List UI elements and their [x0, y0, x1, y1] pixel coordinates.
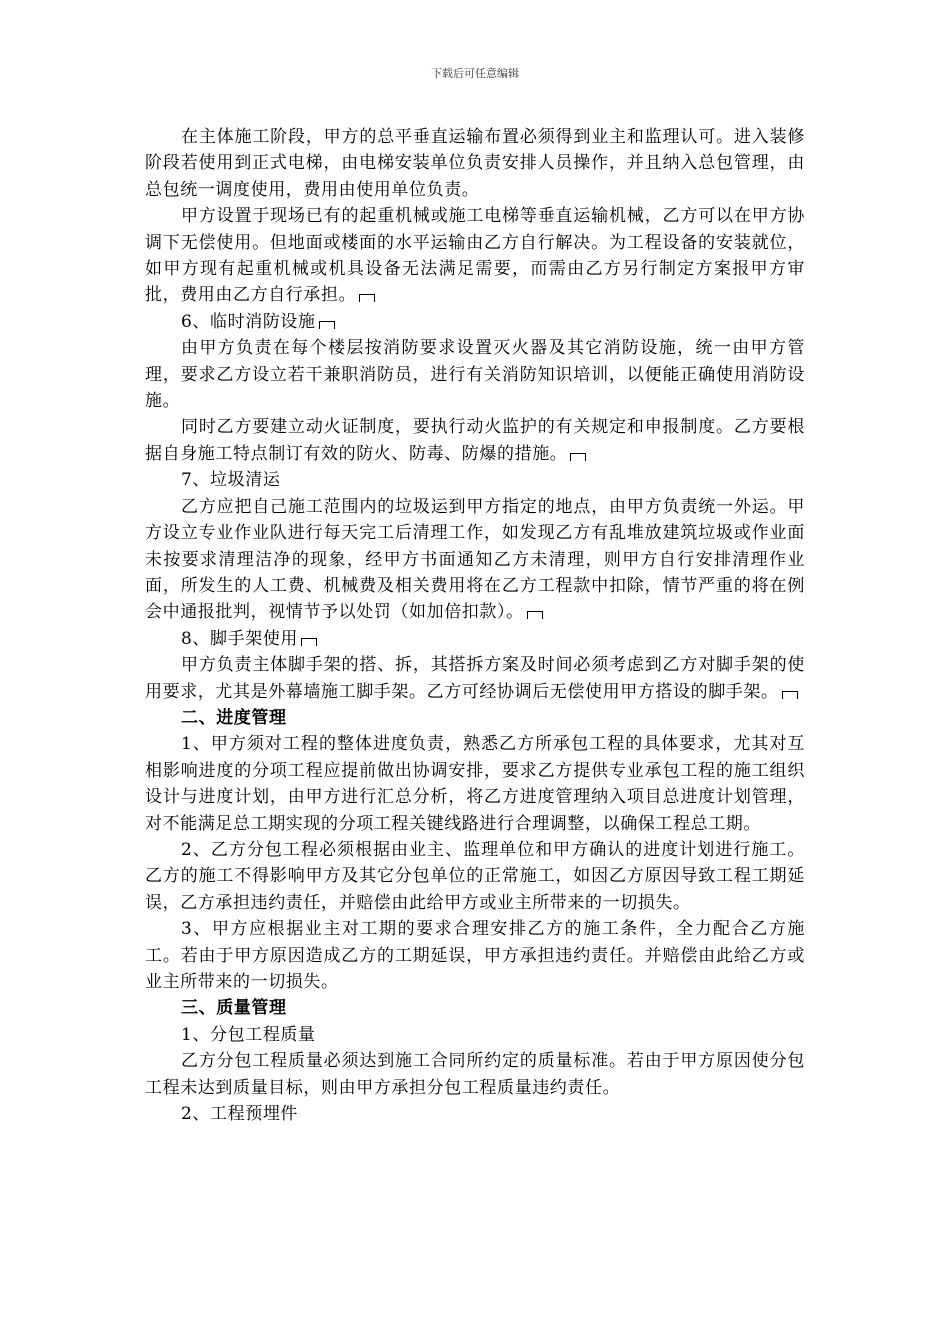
paragraph: 甲方设置于现场已有的起重机械或施工电梯等垂直运输机械，乙方可以在甲方协调下无偿使用。但地面或楼面的水平运输由乙方自行解决。为工程设备的安装就位，如甲方现有起重机械或机具设备无法满足需要，而需由乙方另行制定方案报甲方审批，费用由乙方自行承担。 [145, 206, 805, 306]
paragraph-mark-icon [782, 691, 798, 699]
paragraph: 3、甲方应根据业主对工期的要求合理安排乙方的施工条件，全力配合乙方施工。若由于甲方原因造成乙方的工期延误，甲方承担违约责任。并赔偿由此给乙方或业主所带来的一切损失。 [145, 919, 805, 992]
paragraph: 同时乙方要建立动火证制度，要执行动火监护的有关规定和申报制度。乙方要根据自身施工特点制订有效的防火、防毒、防爆的措施。 [145, 417, 805, 464]
section-heading: 三、质量管理 [181, 998, 287, 1019]
paragraph-mark-icon [527, 611, 543, 619]
section-item-heading: 6、临时消防设施 [145, 309, 805, 335]
section-item-heading: 7、垃圾清运 [181, 470, 281, 491]
page-header: 下载后可任意编辑 [431, 67, 519, 80]
paragraph: 2、乙方分包工程必须根据由业主、监理单位和甲方确认的进度计划进行施工。乙方的施工不得影响甲方及其它分包单位的正常施工，如因乙方原因导致工程工期延误，乙方承担违约责任，并赔偿由此给甲方或业主所带来的一切损失。 [145, 839, 805, 913]
document-body [145, 124, 805, 1127]
section-item-heading: 2、工程预埋件 [181, 1104, 299, 1125]
paragraph-mark-icon [359, 294, 375, 302]
paragraph: 1、甲方须对工程的整体进度负责，熟悉乙方所承包工程的具体要求，尤其对互相影响进度的分项工程应提前做出协调安排，要求乙方提供专业承包工程的施工组织设计与进度计划，由甲方进行汇总分析，将乙方进度管理纳入项目总进度计划管理，对不能满足总工期实现的分项工程关键线路进行合理调整，以确保工程总工期。 [145, 734, 805, 834]
section-heading: 二、进度管理 [181, 707, 287, 728]
paragraph: 乙方分包工程质量必须达到施工合同所约定的质量标准。若由于甲方原因使分包工程未达到质量目标，则由甲方承担分包工程质量违约责任。 [145, 1051, 805, 1098]
paragraph: 在主体施工阶段，甲方的总平垂直运输布置必须得到业主和监理认可。进入装修阶段若使用到正式电梯，由电梯安装单位负责安排人员操作，并且纳入总包管理，由总包统一调度使用，费用由使用单位负责。 [145, 127, 805, 200]
paragraph-mark-icon [570, 453, 586, 461]
paragraph-mark-icon [301, 638, 317, 646]
paragraph: 乙方应把自己施工范围内的垃圾运到甲方指定的地点，由甲方负责统一外运。甲方设立专业作业队进行每天完工后清理工作，如发现乙方有乱堆放建筑垃圾或作业面未按要求清理洁净的现象，经甲方书面通知乙方未清理，则甲方自行安排清理作业面，所发生的人工费、机械费及相关费用将在乙方工程款中扣除，情节严重的将在例会中通报批判，视情节予以处罚（如加倍扣款）。 [145, 496, 805, 623]
paragraph: 由甲方负责在每个楼层按消防要求设置灭火器及其它消防设施，统一由甲方管理，要求乙方设立若干兼职消防员，进行有关消防知识培训，以便能正确使用消防设施。 [145, 338, 805, 412]
paragraph-mark-icon [319, 321, 335, 329]
section-item-heading: 1、分包工程质量 [181, 1024, 316, 1045]
paragraph: 甲方负责主体脚手架的搭、拆，其搭拆方案及时间必须考虑到乙方对脚手架的使用要求，尤其是外幕墙施工脚手架。乙方可经协调后无偿使用甲方搭设的脚手架。 [145, 655, 805, 702]
section-item-heading: 8、脚手架使用 [145, 626, 805, 652]
